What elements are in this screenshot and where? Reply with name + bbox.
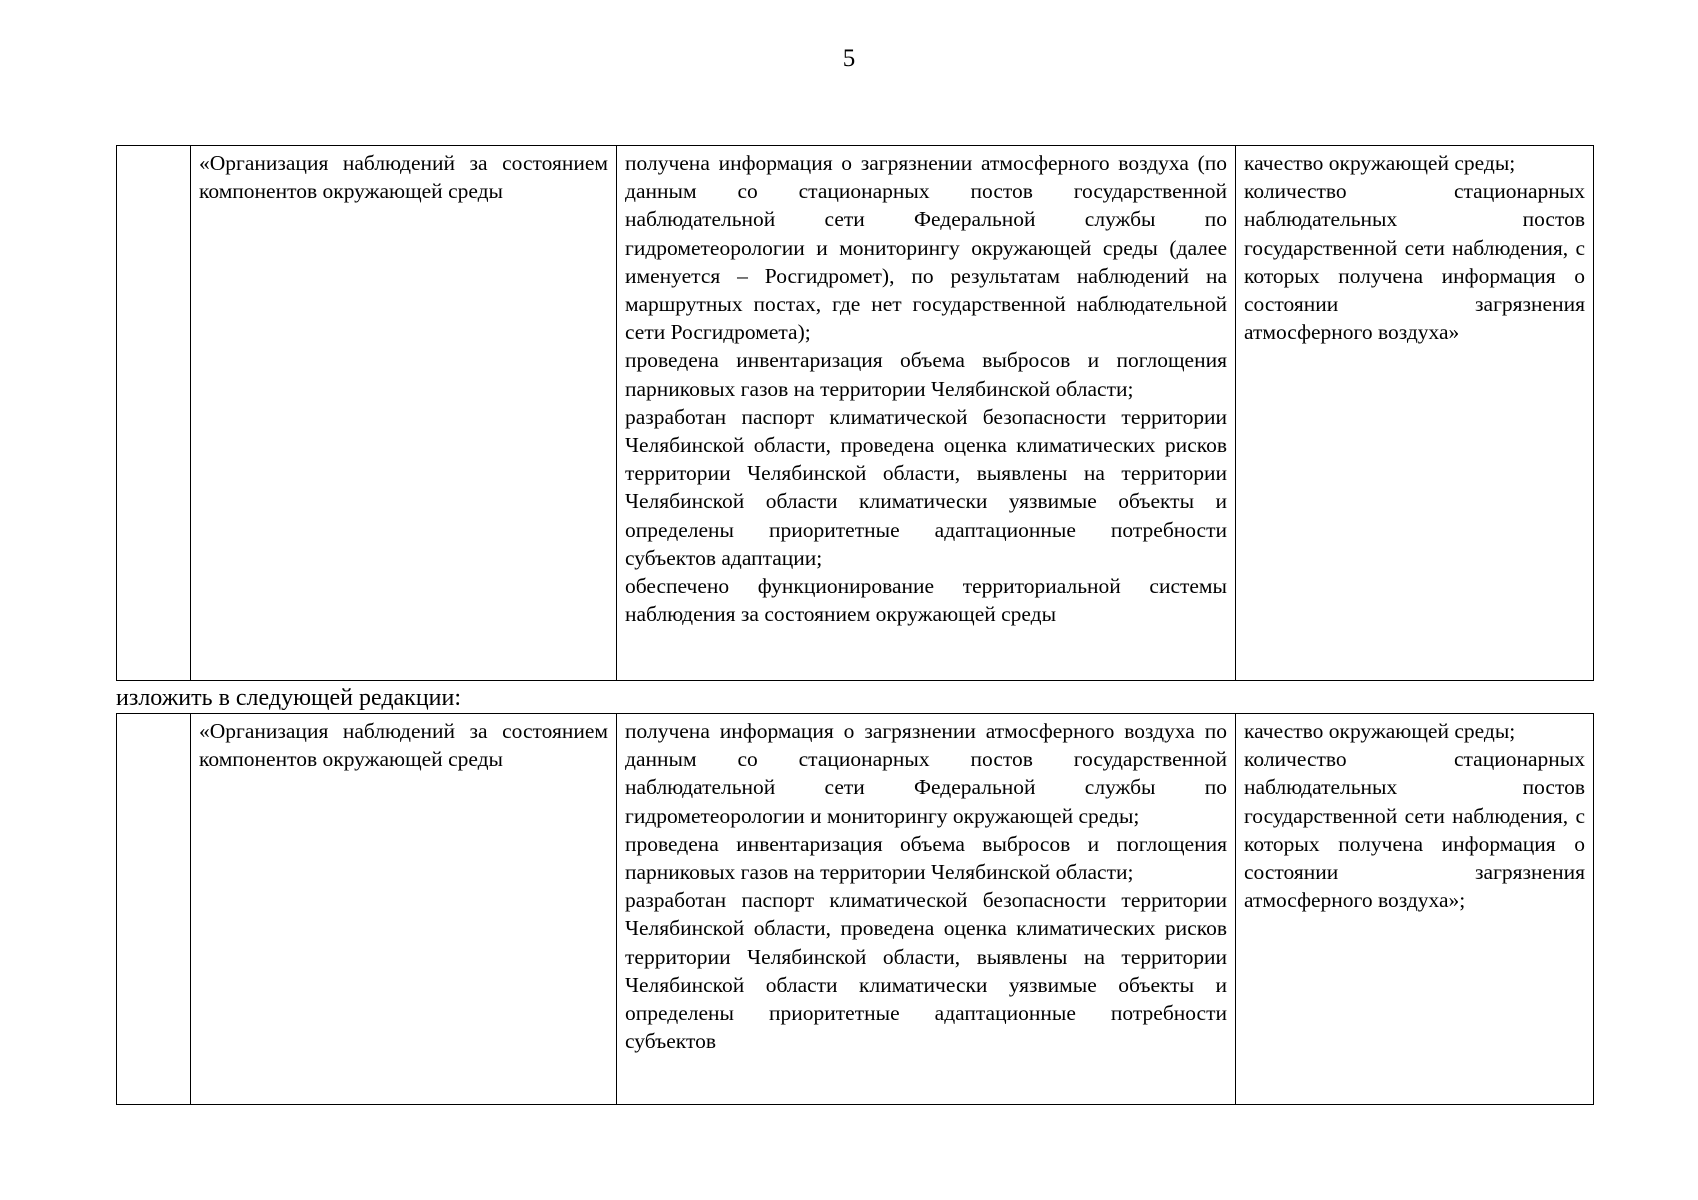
expected-results-cell <box>617 714 1236 1105</box>
result-item: разработан паспорт климатической безопасности территории Челябинской области, проведена оценка климатических рисков территории Челябинской области, выявлены на территории Челябинской области климатически уязвимые объекты и определены приоритетные адаптационные потребности субъектов <box>625 888 1227 1054</box>
result-item: проведена инвентаризация объема выбросов и поглощения парниковых газов на территории Челябинской области; <box>625 831 1227 885</box>
measure-name-cell: «Организация наблюдений за состоянием компонентов окружающей среды <box>191 146 617 681</box>
indicator-item: количество стационарных наблюдательных постов государственной сети наблюдения, с которых получена информация о состоянии загрязнения атмосферного воздуха» <box>1244 179 1585 345</box>
indicator-item: качество окружающей среды; <box>1244 151 1516 175</box>
result-item: получена информация о загрязнении атмосферного воздуха (по данным со стационарных постов государственной наблюдательной сети Федеральной службы по гидрометеорологии и мониторингу окружающей среды (далее именуется – Росгидромет), по результатам наблюдений на маршрутных постах, где нет государственной наблюдательной сети Росгидромета); <box>625 151 1227 345</box>
table-row <box>117 146 1594 681</box>
row-number-cell <box>117 146 191 681</box>
expected-results-cell <box>617 146 1236 681</box>
indicators-cell <box>1236 146 1594 681</box>
table-current-version <box>116 145 1594 681</box>
indicators-cell <box>1236 714 1594 1105</box>
table-new-version <box>116 713 1594 1105</box>
page-number: 5 <box>842 45 856 72</box>
result-item: получена информация о загрязнении атмосферного воздуха по данным со стационарных постов государственной наблюдательной сети Федеральной службы по гидрометеорологии и мониторингу окружающей среды; <box>625 719 1227 828</box>
result-item: разработан паспорт климатической безопасности территории Челябинской области, проведена оценка климатических рисков территории Челябинской области, выявлены на территории Челябинской области климатически уязвимые объекты и определены приоритетные адаптационные потребности субъектов адаптации; <box>625 404 1227 570</box>
row-number-cell <box>117 714 191 1105</box>
measure-name-cell: «Организация наблюдений за состоянием компонентов окружающей среды <box>191 714 617 1105</box>
amendment-instruction: изложить в следующей редакции: <box>116 685 462 711</box>
table-row <box>117 714 1594 1105</box>
indicator-item: количество стационарных наблюдательных постов государственной сети наблюдения, с которых получена информация о состоянии загрязнения атмосферного воздуха»; <box>1244 747 1585 913</box>
result-item: проведена инвентаризация объема выбросов и поглощения парниковых газов на территории Челябинской области; <box>625 348 1227 401</box>
indicator-item: качество окружающей среды; <box>1244 719 1516 743</box>
result-item: обеспечено функционирование территориальной системы наблюдения за состоянием окружающей среды <box>625 574 1227 627</box>
